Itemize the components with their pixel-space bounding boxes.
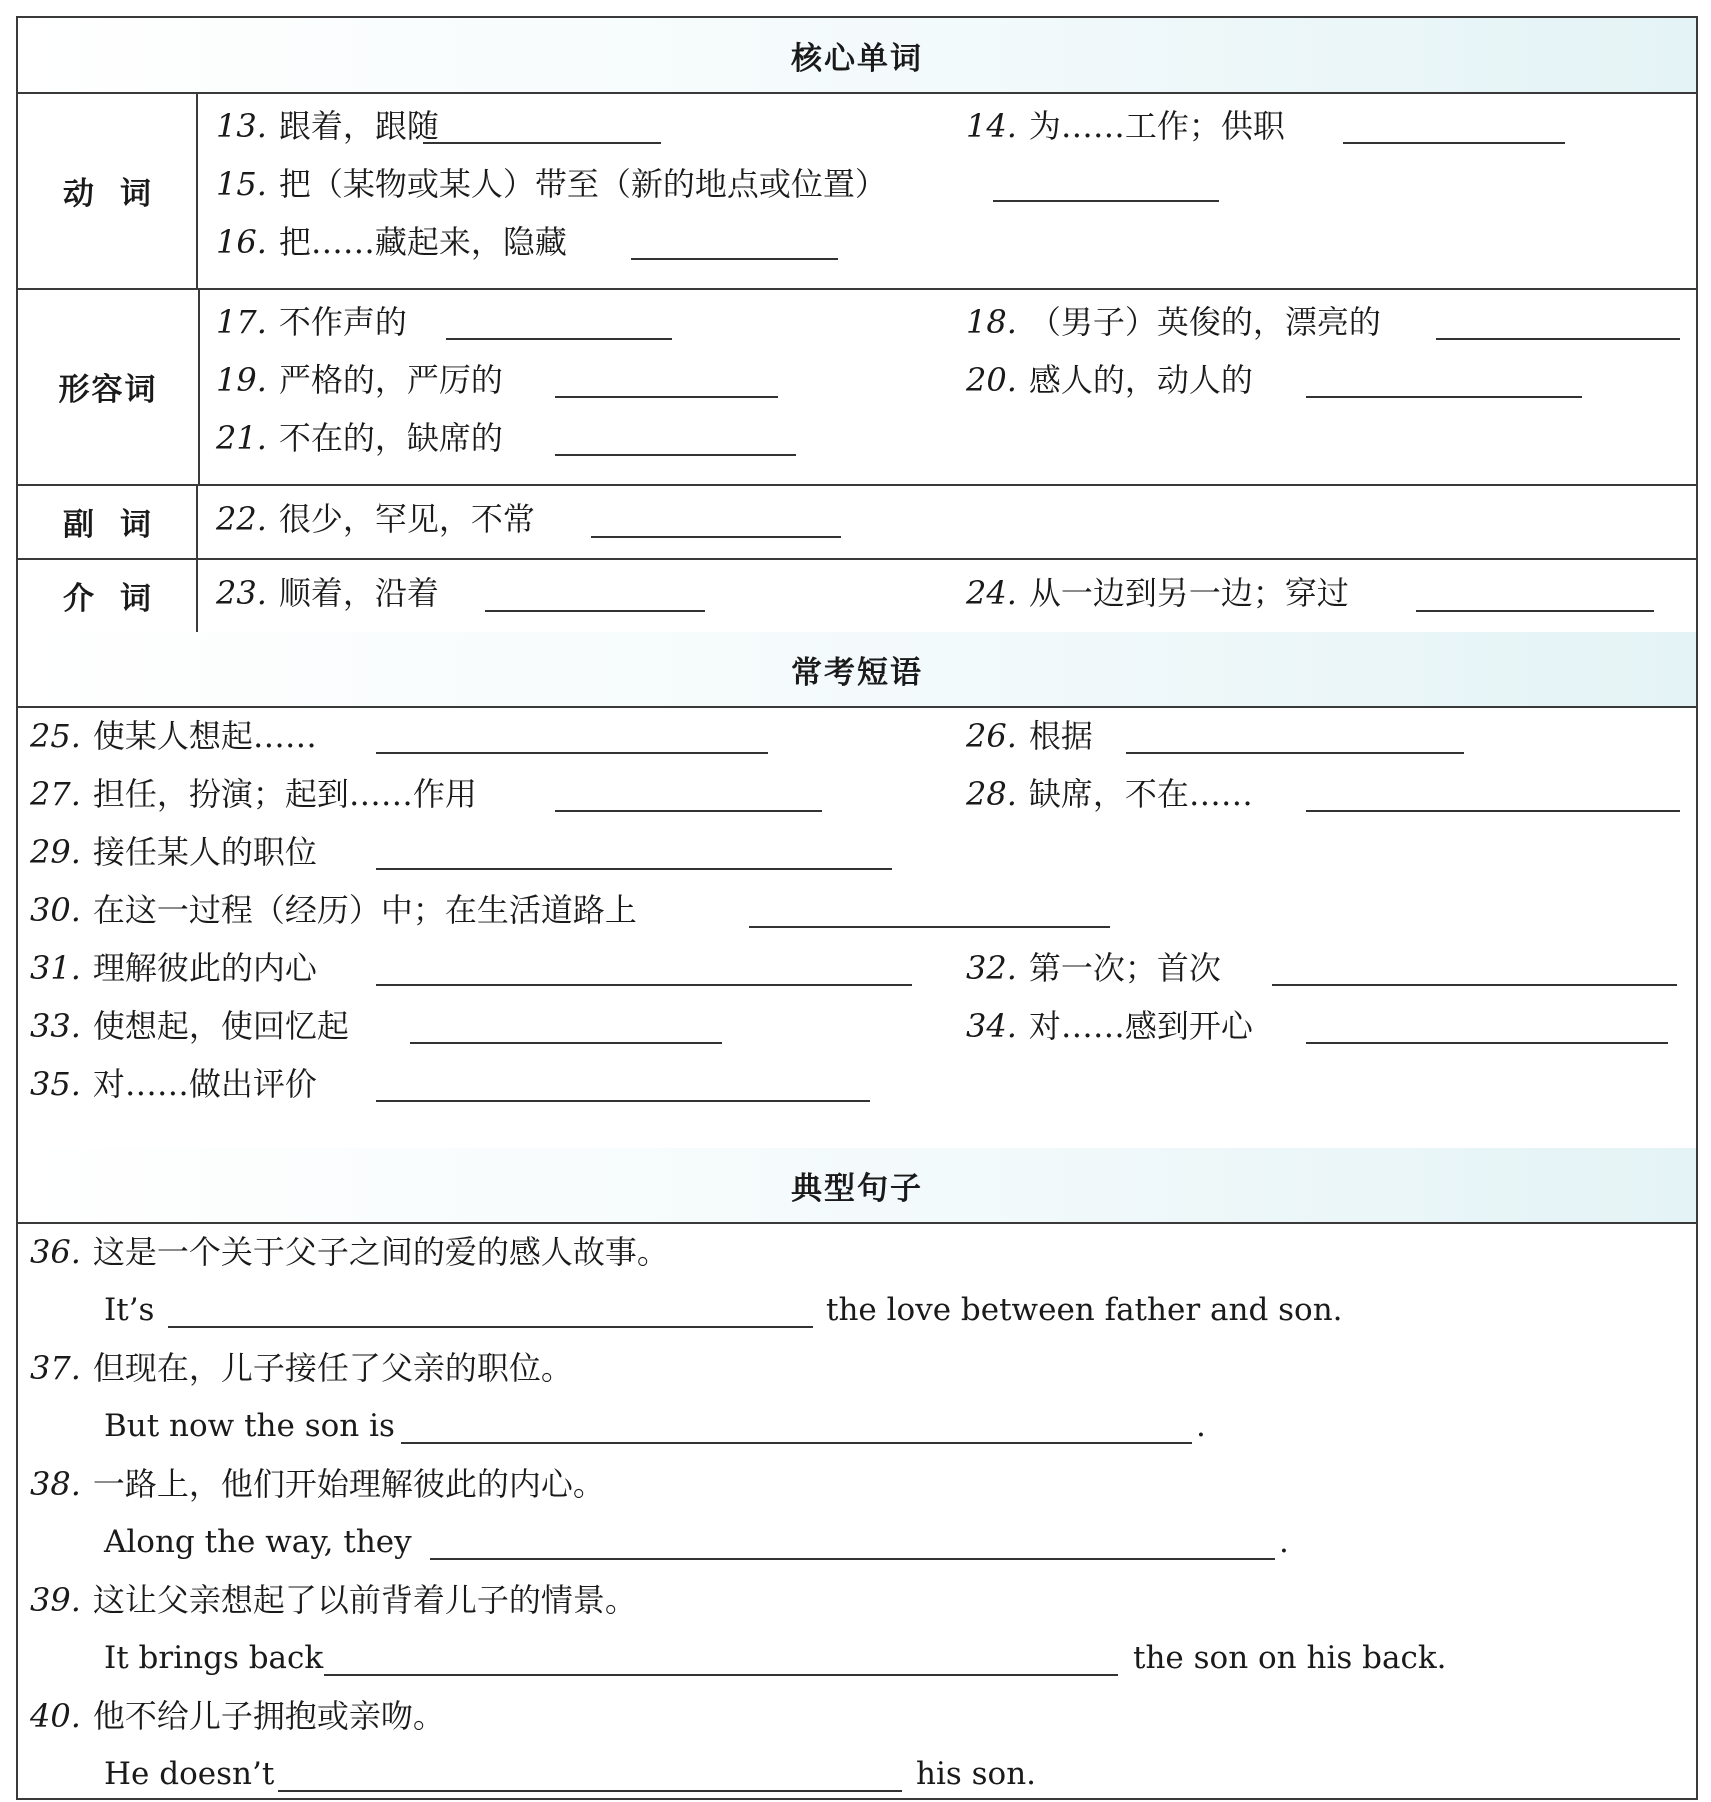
blank-19[interactable] [555,396,778,398]
blank-20[interactable] [1306,396,1582,398]
item-29: 29. 接任某人的职位 [30,833,317,871]
blank-26[interactable] [1126,752,1464,754]
blank-32[interactable] [1272,984,1677,986]
item-15: 15. 把（某物或某人）带至（新的地点或位置） [216,165,887,203]
adjective-row [18,288,1696,486]
item-17: 17. 不作声的 [216,303,407,341]
sentence-36-zh: 36. 这是一个关于父子之间的爱的感人故事。 [30,1233,669,1271]
sentence-40-zh: 40. 他不给儿子拥抱或亲吻。 [30,1697,445,1735]
worksheet [16,16,1698,1800]
blank-14[interactable] [1343,142,1565,144]
item-14: 14. 为……工作；供职 [966,107,1285,145]
blank-21[interactable] [555,454,796,456]
sentence-39-en-before: It brings back [104,1640,324,1676]
item-25: 25. 使某人想起…… [30,717,317,755]
item-27: 27. 担任，扮演；起到……作用 [30,775,477,813]
sentences-title: 典型句子 [791,1170,923,1207]
adjective-label: 形容词 [18,288,200,484]
item-32: 32. 第一次；首次 [966,949,1221,987]
blank-16[interactable] [631,258,838,260]
item-26: 26. 根据 [966,717,1093,755]
verb-label: 动词 [18,92,198,288]
item-31: 31. 理解彼此的内心 [30,949,317,987]
blank-35[interactable] [376,1100,870,1102]
blank-22[interactable] [591,536,841,538]
blank-17[interactable] [446,338,672,340]
phrases-body [18,706,1696,1150]
sentence-38-zh: 38. 一路上，他们开始理解彼此的内心。 [30,1465,605,1503]
blank-36[interactable] [168,1326,813,1328]
core-words-title: 核心单词 [791,40,923,77]
core-words-header [18,18,1696,94]
item-13: 13. 跟着，跟随 [216,107,439,145]
sentence-37-zh: 37. 但现在，儿子接任了父亲的职位。 [30,1349,573,1387]
item-16: 16. 把……藏起来，隐藏 [216,223,567,261]
blank-27[interactable] [555,810,822,812]
blank-30[interactable] [749,926,1110,928]
blank-24[interactable] [1416,610,1654,612]
sentence-36-en-before: It’s [104,1292,155,1328]
blank-33[interactable] [410,1042,722,1044]
item-28: 28. 缺席，不在…… [966,775,1253,813]
sentence-37-en-after: . [1196,1408,1206,1444]
blank-29[interactable] [376,868,892,870]
sentences-body [18,1222,1696,1798]
sentence-38-en-after: . [1279,1524,1289,1560]
verb-row [18,92,1696,290]
blank-28[interactable] [1306,810,1680,812]
blank-23[interactable] [485,610,705,612]
blank-25[interactable] [376,752,768,754]
sentence-39-en-after: the son on his back. [1133,1640,1447,1676]
phrases-header [18,632,1696,708]
item-18: 18. （男子）英俊的，漂亮的 [966,303,1381,341]
phrases-title: 常考短语 [791,654,923,691]
sentences-header [18,1148,1696,1224]
blank-40[interactable] [278,1790,902,1792]
blank-37[interactable] [401,1442,1192,1444]
item-24: 24. 从一边到另一边；穿过 [966,574,1349,612]
blank-18[interactable] [1436,338,1680,340]
item-21: 21. 不在的，缺席的 [216,419,503,457]
blank-39[interactable] [324,1674,1118,1676]
adverb-row [18,484,1696,560]
sentence-38-en-before: Along the way, they [104,1524,412,1560]
item-33: 33. 使想起，使回忆起 [30,1007,349,1045]
item-20: 20. 感人的，动人的 [966,361,1253,399]
adverb-label: 副词 [18,484,198,558]
sentence-37-en-before: But now the son is [104,1408,395,1444]
item-34: 34. 对……感到开心 [966,1007,1253,1045]
preposition-label: 介词 [18,558,198,632]
blank-13[interactable] [423,142,661,144]
blank-34[interactable] [1306,1042,1668,1044]
item-30: 30. 在这一过程（经历）中；在生活道路上 [30,891,637,929]
blank-15[interactable] [993,200,1219,202]
sentence-39-zh: 39. 这让父亲想起了以前背着儿子的情景。 [30,1581,637,1619]
sentence-36-en-after: the love between father and son. [826,1292,1343,1328]
blank-38[interactable] [430,1558,1275,1560]
blank-31[interactable] [376,984,912,986]
item-19: 19. 严格的，严厉的 [216,361,503,399]
item-35: 35. 对……做出评价 [30,1065,317,1103]
item-23: 23. 顺着，沿着 [216,574,439,612]
sentence-40-en-before: He doesn’t [104,1756,275,1792]
item-22: 22. 很少，罕见，不常 [216,500,535,538]
sentence-40-en-after: his son. [916,1756,1037,1792]
preposition-row [18,558,1696,634]
